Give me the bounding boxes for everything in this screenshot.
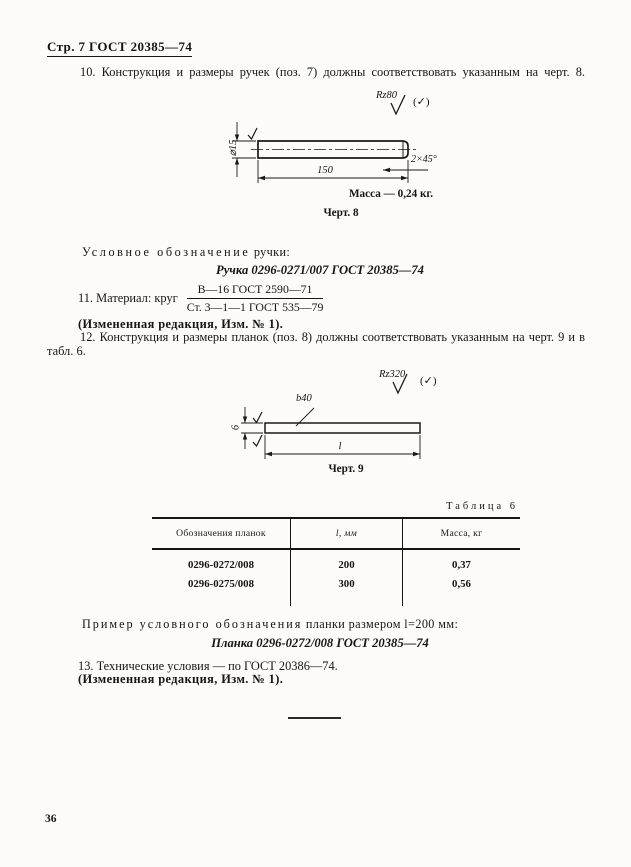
dim-arrow	[243, 433, 247, 440]
fig9-length-label: l	[338, 440, 342, 452]
table-cell: 0,37	[452, 558, 471, 571]
page-header-title: Стр. 7 ГОСТ 20385—74	[47, 39, 192, 57]
table-cell: 300	[338, 577, 355, 590]
section-divider	[288, 717, 341, 719]
table-cell: 0296-0272/008	[188, 558, 254, 571]
column-length	[290, 519, 403, 606]
fig8-roughness-paren: (✓)	[413, 96, 430, 108]
fraction-numerator: В—16 ГОСТ 2590—71	[187, 282, 324, 299]
figure-9	[230, 368, 465, 483]
paragraph-10: 10. Конструкция и размеры ручек (поз. 7) должны соответствовать указанным на черт. 8.	[80, 65, 585, 79]
paragraph-13-note: (Измененная редакция, Изм. № 1).	[78, 672, 284, 686]
fig8-diameter-label: ⌀15	[228, 139, 239, 157]
designation-handle-label: Условное обозначение ручки:	[82, 245, 291, 259]
table-6-title: Таблица 6	[446, 501, 518, 512]
page-number: 36	[45, 813, 57, 825]
paragraph-13: 13. Технические условия — по ГОСТ 20386—74.	[78, 659, 338, 673]
paragraph-11	[78, 282, 323, 315]
fig8-caption: Черт. 8	[323, 207, 359, 219]
table-6	[152, 501, 520, 606]
column-designation	[152, 519, 290, 606]
fraction-denominator: Ст. 3—1—1 ГОСТ 535—79	[186, 300, 324, 314]
column-header: Обозначения планок	[152, 519, 290, 550]
dim-arrow	[265, 452, 272, 456]
column-header: l, мм	[291, 519, 402, 550]
paragraph-11-note: (Измененная редакция, Изм. № 1).	[78, 317, 284, 331]
fig9-width-label: b40	[296, 393, 312, 404]
dim-arrow	[258, 176, 265, 180]
table-cell: 0,56	[452, 577, 471, 590]
dim-arrow	[383, 168, 390, 172]
fig8-length-label: 150	[317, 165, 333, 176]
dim-arrow	[413, 452, 420, 456]
fig9-roughness-paren: (✓)	[420, 375, 437, 387]
dim-arrow	[243, 417, 247, 424]
surface-mark-icon	[253, 435, 262, 446]
column-mass	[403, 519, 520, 606]
fig8-roughness-label: Rz80	[376, 90, 397, 101]
example-plate-label: Пример условного обозначения планки размером l=200 мм:	[82, 617, 459, 631]
plate-outline	[265, 423, 420, 433]
surface-mark-icon	[248, 128, 257, 139]
designation-handle-value: Ручка 0296-0271/007 ГОСТ 20385—74	[216, 263, 424, 277]
surface-mark-icon	[253, 412, 262, 423]
table-cell: 200	[338, 558, 355, 571]
figure-8	[225, 88, 460, 233]
fig8-chamfer-label: 2×45°	[411, 154, 437, 165]
paragraph-12: 12. Конструкция и размеры планок (поз. 8) должны соответствовать указанным на черт. 9 и в табл. 6.	[47, 330, 585, 358]
fig9-caption: Черт. 9	[328, 463, 364, 475]
running-header	[47, 38, 192, 56]
material-fraction	[187, 282, 324, 315]
example-plate-value: Планка 0296-0272/008 ГОСТ 20385—74	[211, 636, 429, 650]
fig9-thickness-label: 6	[230, 424, 242, 431]
table-cell: 0296-0275/008	[188, 577, 254, 590]
dim-arrow	[401, 176, 408, 180]
material-prefix: 11. Материал: круг	[78, 291, 178, 305]
column-header: Масса, кг	[403, 519, 520, 550]
fig8-mass-label: Масса — 0,24 кг.	[349, 188, 434, 200]
table-6-grid	[152, 517, 520, 606]
fig9-roughness-label: Rz320	[379, 369, 406, 380]
